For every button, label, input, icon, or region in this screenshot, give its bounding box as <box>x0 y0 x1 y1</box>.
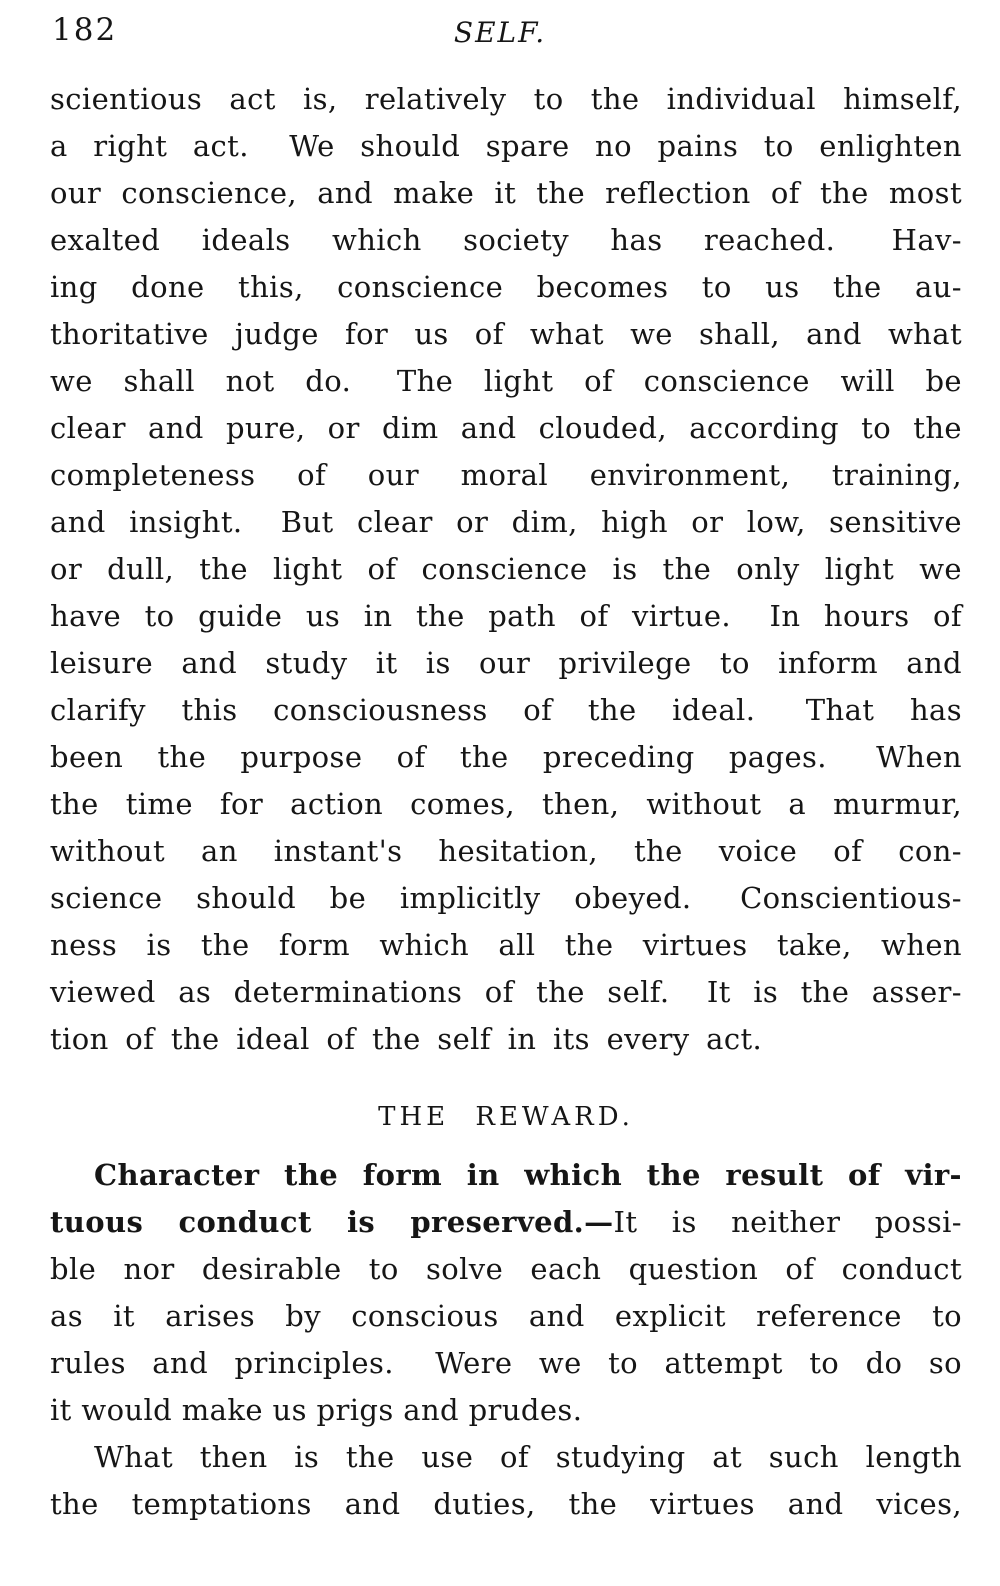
paragraph-3 <box>50 1434 962 1528</box>
text-line-bold: Character the form in which the result of vir- <box>94 1158 962 1192</box>
text-line: thoritative judge for us of what we shall, and what <box>50 317 962 351</box>
text-line: What then is the use of studying at such length <box>94 1440 962 1474</box>
text-line: we shall not do. The light of conscience will be <box>50 364 962 398</box>
text-line: ing done this, conscience becomes to us the au- <box>50 270 962 304</box>
text-line: our conscience, and make it the reflection of the most <box>50 176 962 210</box>
text-line: the temptations and duties, the virtues and vices, <box>50 1487 962 1521</box>
body-text <box>50 76 962 1528</box>
text-line: it would make us prigs and prudes. <box>50 1393 583 1427</box>
regular-continuation: It is neither possi- <box>613 1205 962 1239</box>
bold-lead-end: tuous conduct is preserved.— <box>50 1205 614 1239</box>
running-title: SELF. <box>453 16 547 49</box>
page-number: 182 <box>52 12 118 48</box>
paragraph-1 <box>50 76 962 1063</box>
text-line: or dull, the light of conscience is the only light we <box>50 552 962 586</box>
text-line-mixed <box>50 1199 962 1246</box>
running-head <box>0 8 1000 58</box>
text-line: clear and pure, or dim and clouded, according to the <box>50 411 962 445</box>
text-line: clarify this consciousness of the ideal. That has <box>50 693 962 727</box>
paragraph-2 <box>50 1152 962 1434</box>
text-line: science should be implicitly obeyed. Conscientious- <box>50 881 962 915</box>
text-line: leisure and study it is our privilege to inform and <box>50 646 962 680</box>
text-line: have to guide us in the path of virtue. In hours of <box>50 599 962 633</box>
text-line: ble nor desirable to solve each question of conduct <box>50 1252 962 1286</box>
text-line: ness is the form which all the virtues take, when <box>50 928 962 962</box>
section-heading: THE REWARD. <box>378 1102 634 1132</box>
text-line: scientious act is, relatively to the individual himself, <box>50 82 962 116</box>
text-line: viewed as determinations of the self. It is the asser- <box>50 975 962 1009</box>
text-line: tion of the ideal of the self in its every act. <box>50 1022 763 1056</box>
text-line: rules and principles. Were we to attempt to do so <box>50 1346 962 1380</box>
text-line: as it arises by conscious and explicit reference to <box>50 1299 962 1333</box>
text-line: and insight. But clear or dim, high or low, sensitive <box>50 505 962 539</box>
text-line: a right act. We should spare no pains to enlighten <box>50 129 962 163</box>
text-line: exalted ideals which society has reached. Hav- <box>50 223 962 257</box>
text-line: the time for action comes, then, without a murmur, <box>50 787 962 821</box>
text-line: been the purpose of the preceding pages. When <box>50 740 962 774</box>
text-line: completeness of our moral environment, training, <box>50 458 962 492</box>
text-line: without an instant's hesitation, the voice of con- <box>50 834 962 868</box>
